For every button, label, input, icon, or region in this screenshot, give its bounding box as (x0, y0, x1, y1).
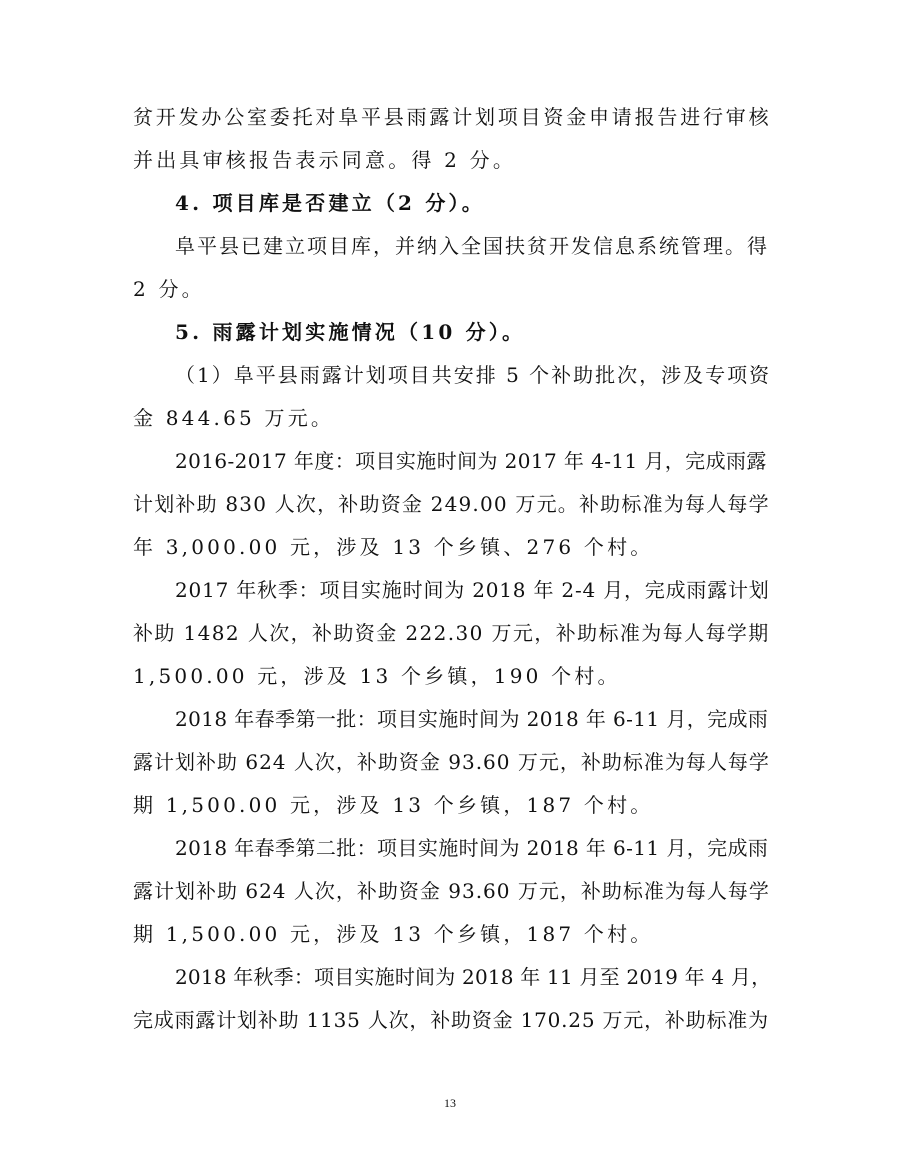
text-line: 2 分。 (133, 277, 205, 301)
text-line: 并出具审核报告表示同意。得 2 分。 (133, 148, 517, 172)
text-line: 贫开发办公室委托对阜平县雨露计划项目资金申请报告进行审核 (133, 105, 772, 129)
document-body (133, 96, 773, 1042)
text-line: 1,500.00 元，涉及 13 个乡镇，190 个村。 (133, 664, 621, 688)
text-line: 期 1,500.00 元，涉及 13 个乡镇，187 个村。 (133, 922, 654, 946)
text-line: （1）阜平县雨露计划项目共安排 5 个补助批次，涉及专项资 (175, 363, 772, 387)
section-heading: 4. 项目库是否建立（2 分）。 (175, 191, 485, 215)
page-number: 13 (444, 1096, 456, 1110)
text-line: 2018 年春季第二批：项目实施时间为 2018 年 6-11 月，完成雨 (175, 836, 769, 860)
text-line: 2016-2017 年度：项目实施时间为 2017 年 4-11 月，完成雨露 (175, 449, 767, 473)
text-line: 计划补助 830 人次，补助资金 249.00 万元。补助标准为每人每学 (133, 492, 770, 516)
text-line: 期 1,500.00 元，涉及 13 个乡镇，187 个村。 (133, 793, 654, 817)
text-line: 阜平县已建立项目库，并纳入全国扶贫开发信息系统管理。得 (175, 234, 769, 258)
text-line: 年 3,000.00 元，涉及 13 个乡镇、276 个村。 (133, 535, 654, 559)
text-line: 完成雨露计划补助 1135 人次，补助资金 170.25 万元，补助标准为 (133, 1008, 769, 1032)
text-line: 露计划补助 624 人次，补助资金 93.60 万元，补助标准为每人每学 (133, 879, 770, 903)
text-line: 金 844.65 万元。 (133, 406, 335, 430)
text-line: 2018 年秋季：项目实施时间为 2018 年 11 月至 2019 年 4 月， (175, 965, 772, 989)
text-line: 露计划补助 624 人次，补助资金 93.60 万元，补助标准为每人每学 (133, 750, 770, 774)
text-line: 补助 1482 人次，补助资金 222.30 万元，补助标准为每人每学期 (133, 621, 770, 645)
text-line: 2017 年秋季：项目实施时间为 2018 年 2-4 月，完成雨露计划 (175, 578, 770, 602)
section-heading: 5. 雨露计划实施情况（10 分）。 (175, 320, 526, 344)
text-line: 2018 年春季第一批：项目实施时间为 2018 年 6-11 月，完成雨 (175, 707, 769, 731)
